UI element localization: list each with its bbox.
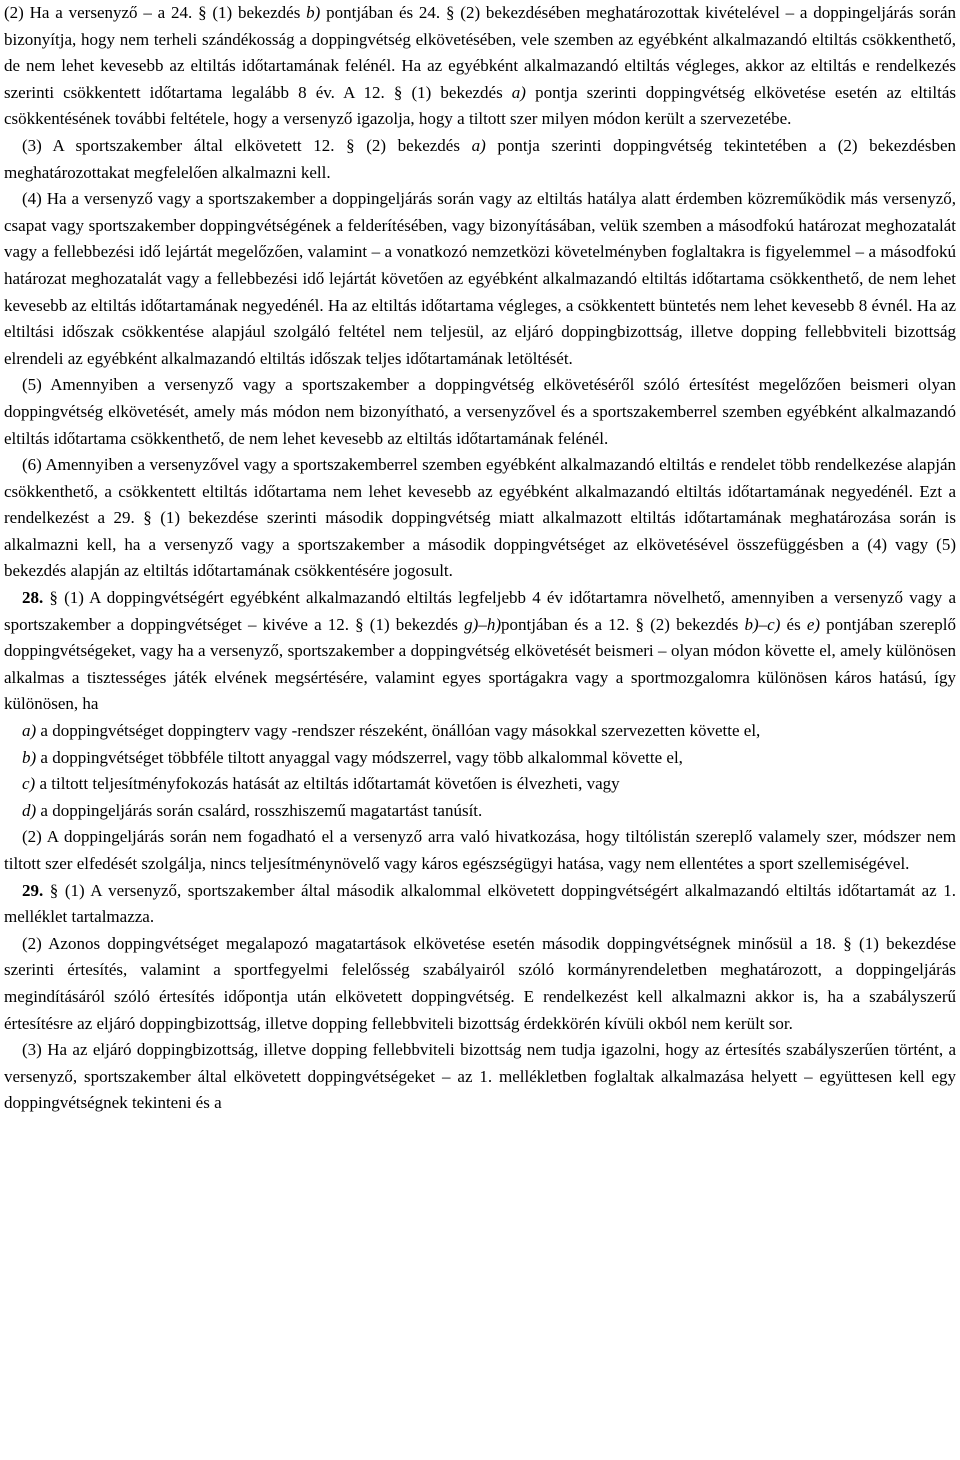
emphasis-text: a) xyxy=(471,135,486,155)
emphasis-text: 28. xyxy=(22,588,44,608)
paragraph-text: § (1) A versenyző, sportszakember által második alkalommal elkövetett doppingvétségért alkalmazandó eltiltás időtartamát az 1. melléklet tartalmazza. xyxy=(4,880,956,927)
paragraph-text: a doppingeljárás során csalárd, rosszhiszemű magatartást tanúsít. xyxy=(36,800,483,820)
paragraph xyxy=(4,931,956,1037)
paragraph-text: (5) Amennyiben a versenyző vagy a sportszakember a doppingvétség elkövetéséről szóló értesítést megelőzően beismeri olyan doppingvétség elkövetését, amely más módon nem bizonyítható, a versenyzővel és a sportszakemberrel szemben egyébként alkalmazandó eltiltás időtartama csökkenthető, de nem lehet kevesebb az eltiltás időtartamának felénél. xyxy=(4,375,956,448)
paragraph-text: a doppingvétséget doppingterv vagy -rendszer részeként, önállóan vagy másokkal szervezetten követte el, xyxy=(36,721,761,741)
paragraph-text: a doppingvétséget többféle tiltott anyaggal vagy módszerrel, vagy több alkalommal követte el, xyxy=(36,747,683,767)
emphasis-text: b)–c) xyxy=(744,614,781,634)
paragraph xyxy=(4,878,956,931)
paragraph-text: (3) Ha az eljáró doppingbizottság, illetve dopping fellebbviteli bizottság nem tudja igazolni, hogy az értesítés szabályszerűen történt, a versenyző, sportszakember által elkövetett doppingvétségeket – az 1. mellékletben foglaltak alkalmazása helyett – együttesen kell egy doppingvétségnek tekinteni és a xyxy=(4,1040,956,1113)
paragraph-text: § (1) A doppingvétségért egyébként alkalmazandó eltiltás legfeljebb 4 év időtartamra növelhető, amennyiben a versenyző vagy a sportszakember a doppingvétséget – kivéve a 12. § (1) bekezdés xyxy=(4,588,956,634)
paragraph-text: pontjában és a 12. § (2) bekezdés xyxy=(501,614,745,634)
paragraph xyxy=(4,0,956,133)
paragraph xyxy=(4,798,956,825)
paragraph xyxy=(4,133,956,186)
emphasis-text: d) xyxy=(22,800,37,820)
emphasis-text: e) xyxy=(806,614,821,634)
paragraph-text: (2) Ha a versenyző – a 24. § (1) bekezdés xyxy=(4,3,307,22)
paragraph-text: (3) A sportszakember által elkövetett 12. § (2) bekezdés xyxy=(22,135,472,155)
emphasis-text: c) xyxy=(22,774,36,794)
paragraph-text: (4) Ha a versenyző vagy a sportszakember a doppingeljárás során vagy az eltiltás hatálya alatt érdemben közreműködik más versenyző, csapat vagy sportszakember doppingvétségének a felderítésében, vagy bizonyításában, velük szemben a másodfokú határozat meghozatalát vagy a fellebbezési idő lejártát megelőzően, valamint – a vonatkozó nemzetközi követelményben foglaltakra is figyelemmel – a másodfokú határozat meghozatalát vagy a fellebbezési idő lejártát követően az egyébként alkalmazandó eltiltás időtartama csökkenthető, de nem lehet kevesebb az eltiltás időtartamának negyedénél. Ha az eltiltás időtartama végleges, a csökkentett büntetés nem lehet kevesebb 8 évnél. Ha az eltiltási időszak csökkentése alapjául szolgáló feltétel nem teljesül, az eljáró doppingbizottság, illetve dopping fellebbviteli bizottság elrendeli az egyébként alkalmazandó eltiltás időszak teljes időtartamának letöltését. xyxy=(4,189,956,368)
paragraph xyxy=(4,585,956,718)
paragraph-text: pontjában és 24. § (2) bekezdésében meghatározottak kivételével – a doppingeljárás során bizonyítja, hogy nem terheli szándékosság a doppingvétség elkövetésében, vele szemben az egyébként alkalmazandó eltiltás csökkenthető, de nem lehet kevesebb az eltiltás időtartamának felénél. Ha az egyébként alkalmazandó eltiltás végleges, akkor az eltiltás e rendelkezés szerinti csökkentett időtartama legalább 8 év. A 12. § (1) bekezdés xyxy=(4,3,956,102)
paragraph-text: a tiltott teljesítményfokozás hatását az eltiltás időtartamát követően is élvezheti, vagy xyxy=(35,774,620,794)
paragraph xyxy=(4,771,956,798)
paragraph xyxy=(4,372,956,452)
emphasis-text: 29. xyxy=(22,880,44,900)
paragraph xyxy=(4,1037,956,1117)
emphasis-text: a) xyxy=(22,721,37,741)
paragraph xyxy=(4,718,956,745)
paragraph xyxy=(4,745,956,772)
paragraph xyxy=(4,186,956,372)
paragraph-text: pontjában szereplő doppingvétségeket, vagy ha a versenyző, sportszakember a doppingvétség elkövetését beismeri – olyan módon követte el, amely különösen alkalmas a tisztességes játék elvének megsértésére, valamint egyes sportágakra vagy a sportmozgalomra különösen káros hatású, így különösen, ha xyxy=(4,614,956,714)
paragraph-text: és xyxy=(780,614,807,634)
paragraph-text: pontja szerinti doppingvétség tekintetében a (2) bekezdésben meghatározottakat megfelelően alkalmazni kell. xyxy=(4,135,956,182)
paragraph-text: (2) Azonos doppingvétséget megalapozó magatartások elkövetése esetén második doppingvétségnek minősül a 18. § (1) bekezdése szerinti értesítés, valamint a sportfegyelmi felelősség szabályairól szóló kormányrendeletben meghatározott, a doppingeljárás megindításáról szóló értesítés időpontja után elkövetett doppingvétség. E rendelkezést kell alkalmazni akkor is, ha a szabályszerű értesítésre az eljáró doppingbizottság, illetve dopping fellebbviteli bizottság érdekkörén kívüli okból nem került sor. xyxy=(4,933,956,1033)
paragraph xyxy=(4,824,956,877)
paragraph-text: pontja szerinti doppingvétség elkövetése esetén az eltiltás csökkentésének további feltétele, hogy a versenyző igazolja, hogy a tiltott szer milyen módon került a szervezetébe. xyxy=(4,82,956,129)
paragraph xyxy=(4,452,956,585)
paragraph-text: (2) A doppingeljárás során nem fogadható el a versenyző arra való hivatkozása, hogy tiltólistán szereplő valamely szer, módszer nem tiltott szer elfedését szolgálja, nincs teljesítménynövelő vagy káros egészségügyi hatása, vagy nem ellentétes a sport szellemiségével. xyxy=(4,827,956,873)
emphasis-text: a) xyxy=(511,82,526,102)
emphasis-text: b) xyxy=(22,747,37,767)
emphasis-text: b) xyxy=(306,3,321,22)
paragraph-text: (6) Amennyiben a versenyzővel vagy a sportszakemberrel szemben egyébként alkalmazandó eltiltás e rendelet több rendelkezése alapján csökkenthető, a csökkentett eltiltás időtartama nem lehet kevesebb az egyébként alkalmazandó eltiltás időtartamának negyedénél. Ezt a rendelkezést a 29. § (1) bekezdése szerinti második doppingvétség miatt alkalmazott eltiltás időtartamának meghatározása során is alkalmazni kell, ha a versenyző vagy a sportszakember a második doppingvétséget az elkövetésével összefüggésben a (4) vagy (5) bekezdés alapján az eltiltás időtartamának csökkentésére jogosult. xyxy=(4,455,956,581)
emphasis-text: g)–h) xyxy=(464,614,501,634)
